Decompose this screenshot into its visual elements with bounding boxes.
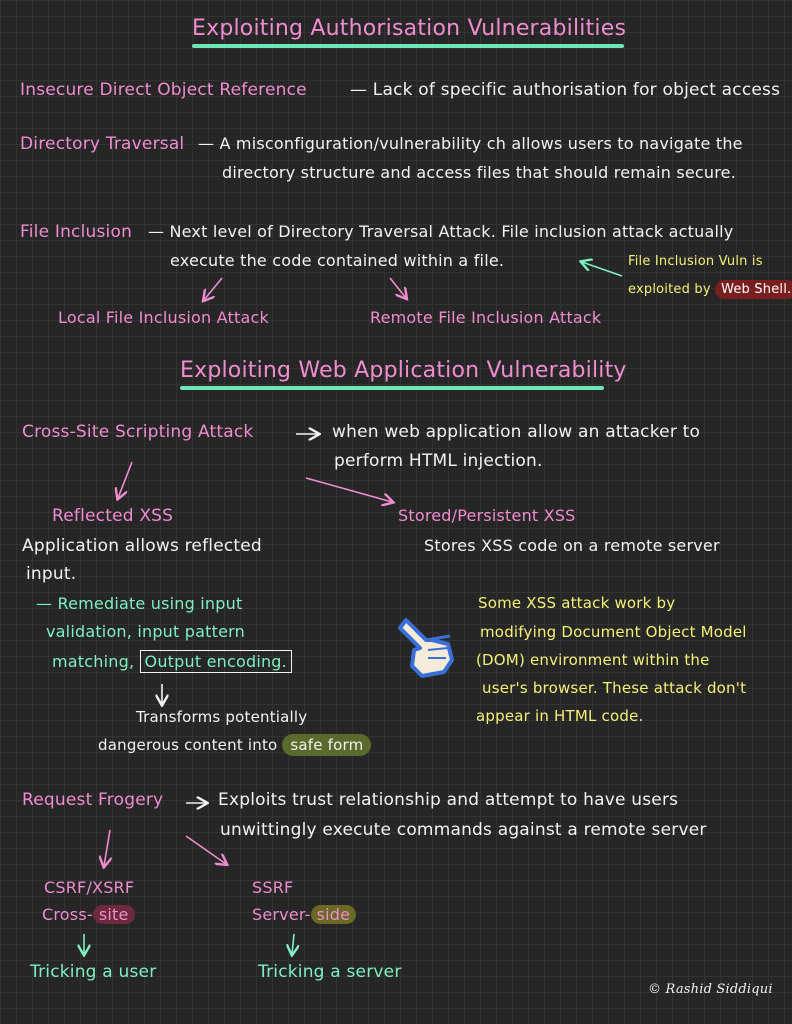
stored-xss-desc: Stores XSS code on a remote server [424,536,720,555]
arrow-to-csrf [104,830,110,866]
xss-term: Cross-Site Scripting Attack [22,422,254,442]
directory-traversal-def-line1: — A misconfiguration/vulnerability ch allows users to navigate the [198,134,743,153]
csrf-sub-prefix: Cross- [42,905,93,924]
xss-def-line2: perform HTML injection. [334,451,543,471]
csrf-subtitle [42,905,135,924]
arrow-to-tricking-server [292,934,294,954]
file-inclusion-def-line2: execute the code contained within a file. [170,251,505,270]
remediate-line2: validation, input pattern [46,622,245,641]
ssrf-subtitle [252,905,356,924]
request-forgery-def-line2: unwittingly execute commands against a remote server [220,820,707,840]
dom-note-line5: appear in HTML code. [476,707,644,725]
ssrf-title: SSRF [252,878,294,897]
idor-term: Insecure Direct Object Reference [20,80,307,100]
directory-traversal-def-line2: directory structure and access files that should remain secure. [222,163,737,182]
arrow-note-to-fi [582,262,622,276]
reflected-desc-line2: input. [26,564,77,584]
arrow-to-lfi [204,278,222,300]
directory-traversal-term: Directory Traversal [20,134,185,154]
xss-def-line1: when web application allow an attacker to [332,422,701,442]
idor-definition: — Lack of specific authorisation for object access [350,80,781,100]
reflected-desc-line1: Application allows reflected [22,536,262,556]
author-credit: © Rashid Siddiqui [648,982,773,997]
file-inclusion-term: File Inclusion [20,222,133,242]
transforms-line2 [98,736,371,754]
arrow-to-rfi [390,278,406,298]
site-highlight: site [93,905,135,924]
stored-xss-title: Stored/Persistent XSS [398,506,576,525]
side-highlight: side [311,905,357,924]
tricking-server: Tricking a server [258,962,402,982]
file-inclusion-note-line2 [628,282,792,297]
dom-note-line3: (DOM) environment within the [476,651,710,669]
title-underline [192,44,624,48]
pointing-hand-icon [392,614,458,684]
local-file-inclusion: Local File Inclusion Attack [58,308,269,327]
transforms-line1: Transforms potentially [136,708,308,726]
dom-note-line1: Some XSS attack work by [478,594,676,612]
ssrf-sub-prefix: Server- [252,905,311,924]
note-text: exploited by [628,282,711,297]
request-forgery-term: Request Frogery [22,790,164,810]
file-inclusion-def-line1: — Next level of Directory Traversal Attack. File inclusion attack actually [148,222,734,241]
remote-file-inclusion: Remote File Inclusion Attack [370,308,602,327]
matching-text: matching, [52,652,135,671]
tricking-user: Tricking a user [30,962,157,982]
section-title-authorisation: Exploiting Authorisation Vulnerabilities [192,16,627,41]
csrf-title: CSRF/XSRF [44,878,135,897]
request-forgery-def-line1: Exploits trust relationship and attempt to have users [218,790,679,810]
transforms-text: dangerous content into [98,736,278,754]
arrow-to-stored [306,478,392,502]
remediate-line1: — Remediate using input [36,594,243,613]
title-underline [180,386,604,390]
dom-note-line2: modifying Document Object Model [480,623,747,641]
dom-note-line4: user's browser. These attack don't [482,679,747,697]
arrow-to-reflected [118,462,132,498]
web-shell-highlight: Web Shell. [715,280,792,299]
output-encoding-box: Output encoding. [140,650,292,673]
section-title-web-app: Exploiting Web Application Vulnerability [180,358,627,383]
remediate-line3 [52,652,292,671]
reflected-xss-title: Reflected XSS [52,506,174,526]
safe-form-highlight: safe form [282,734,371,756]
arrow-to-ssrf [186,836,226,864]
file-inclusion-note-line1: File Inclusion Vuln is [628,254,763,269]
